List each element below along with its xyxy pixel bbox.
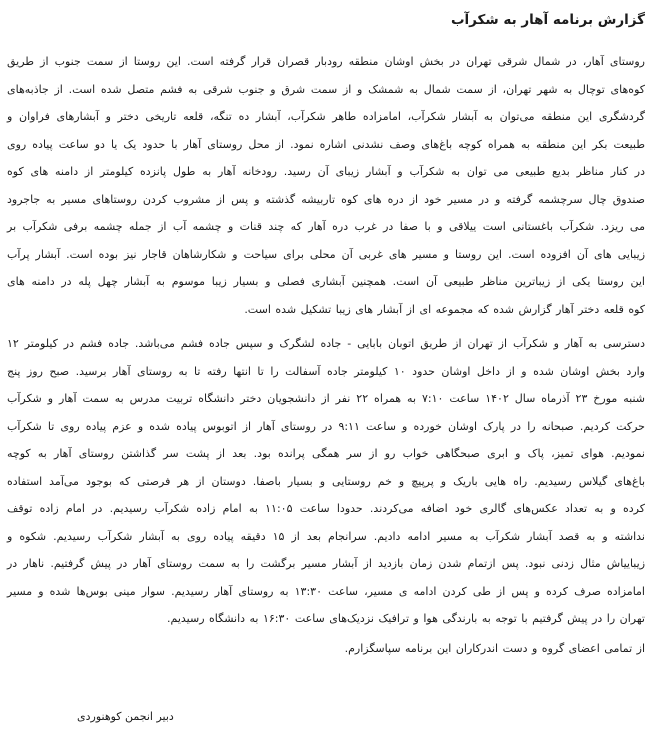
document-title: گزارش برنامه آهار به شکرآب [450,12,645,28]
intro-paragraph [7,48,645,323]
text-line: طبیعت بکر این منطقه به همراه کوچه باغ‌های وصف نشدنی اشاره نمود. از محل روستای آهار با حدود یک یا دو ساعت پیاده روی [7,137,645,151]
text-line: گردشگری این منطقه می‌توان به آبشار شکرآب، امامزاده طاهر شکرآب، آبشار ده تنگه، قلعه تاریخی دختر و آبشارهای فراوان و [7,110,645,123]
text-line: می ریزد. شکرآب باغستانی است ییلاقی و با صفا در غرب دره آهار که چند قنات و چشمه آب از جمله چشمه برفی شکرآب بر [7,220,645,233]
text-line: باغ‌های گیلاس رسیدیم. راه هایی باریک و پرپیچ و خم روستایی و بسیار باصفا. دوستان از هر فرصتی که بوجود می‌آمد استفاده [7,474,645,488]
text-line: دسترسی به آهار و شکرآب از تهران از طریق اتوبان بابایی - جاده لشگرک و سپس جاده فشم می‌باشد. جاده فشم در کیلومتر ۱۲ [7,337,645,350]
closing-thanks-line: از تمامی اعضای گروه و دست اندرکاران این برنامه سپاسگزارم. [344,641,645,655]
text-line: کرده و به تعداد عکس‌های گالری خود اضافه می‌کردند. حدودا ساعت ۱۱:۰۵ به امام زاده شکرآب رسیدیم. در امام زاده توقف [7,502,645,515]
text-line: صندوق چال سرچشمه گرفته و در مسیر خود از دره های کوه تاربیشه گذشته و پس از مشروب کردن روستاهای مسیر به جاجرود [7,192,645,206]
trip-report-paragraph [7,330,645,633]
text-line: حرکت کردیم. صبحانه را در پارک اوشان خورده و ساعت ۹:۱۱ در روستای آهار از اتوبوس پیاده شده و عزم پیاده روی تا شکرآب [7,419,645,433]
text-line: کوه‌های توچال به شهر تهران، از سمت شمال به شمشک و از سمت شرق و جنوب شرقی به فشم متصل شده است. از جاذبه‌های [7,82,645,96]
signature-line: دبیر انجمن کوهنوردی [77,710,174,723]
text-line: نداشته و به قصد آبشار شکرآب به مسیر ادامه دادیم. سرانجام بعد از ۱۵ دقیقه پیاده روی به آبشار شکرآب رسیدیم. شکوه و [7,529,645,543]
text-line: تهران را در پیش گرفتیم با توجه به بارندگی هوا و ترافیک نزدیک‌های ساعت ۱۶:۳۰ به دانشگاه رسیدیم. [167,612,645,625]
text-line: روستای آهار، در شمال شرقی تهران در بخش اوشان منطقه رودبار قصران قرار گرفته است. این روستا از سمت جنوب از طریق [7,55,645,68]
text-line: در کنار مناظر بدیع طبیعی می توان به شکرآب و آبشار زیبای آن رسید. رودخانه آهار به طول پانزده کیلومتر از دامنه های کوه [7,165,645,178]
text-line: کوه قلعه دختر آهار گزارش شده که مجموعه ای از آبشار های زیبا تشکیل شده است. [244,302,645,316]
text-line: امامزاده صرف کرده و پس از طی کردن ادامه ی مسیر، ساعت ۱۳:۳۰ به روستای آهار رسیدیم. سوار مینی بوس‌ها شده و مسیر [7,584,645,598]
text-line: نمودیم. هوای تمیز، پاک و ابری صبحگاهی خواب رو از سر همگی پرانده بود. بعد از پشت سر گذاشتن روستای آهار به کوچه [7,447,645,460]
text-line: وارد بخش اوشان شده و از داخل اوشان حدود ۱۰ کیلومتر جاده آسفالت را تا انتها رفته تا به روستای آهار برسید. صبح روز پنج [7,364,645,378]
text-line: شنبه مورخ ۲۳ آذرماه سال ۱۴۰۲ ساعت ۷:۱۰ به همراه ۲۲ نفر از دانشجویان دختر دانشگاه تربیت مدرس به سمت آهار و شکرآب [7,392,645,405]
text-line: زیباییاش مثال زدنی نبود. پس ازتمام شدن زمان بازدید از آبشار مسیر برگشت را به سمت روستای آهار در پیش گرفتیم. ناهار در [7,557,645,570]
text-line: زیبایی های آن افزوده است. این روستا و مسیر های غربی آن محلی برای سیاحت و شکارشاهان قاجار نیز بوده است. آبشار پرآب [7,247,645,261]
text-line: این روستا یکی از زیباترین مناظر طبیعی آن است. همچنین آبشاری فصلی و بسیار زیبا موسوم به آبشار چهل پله در دامنه های [7,275,645,288]
